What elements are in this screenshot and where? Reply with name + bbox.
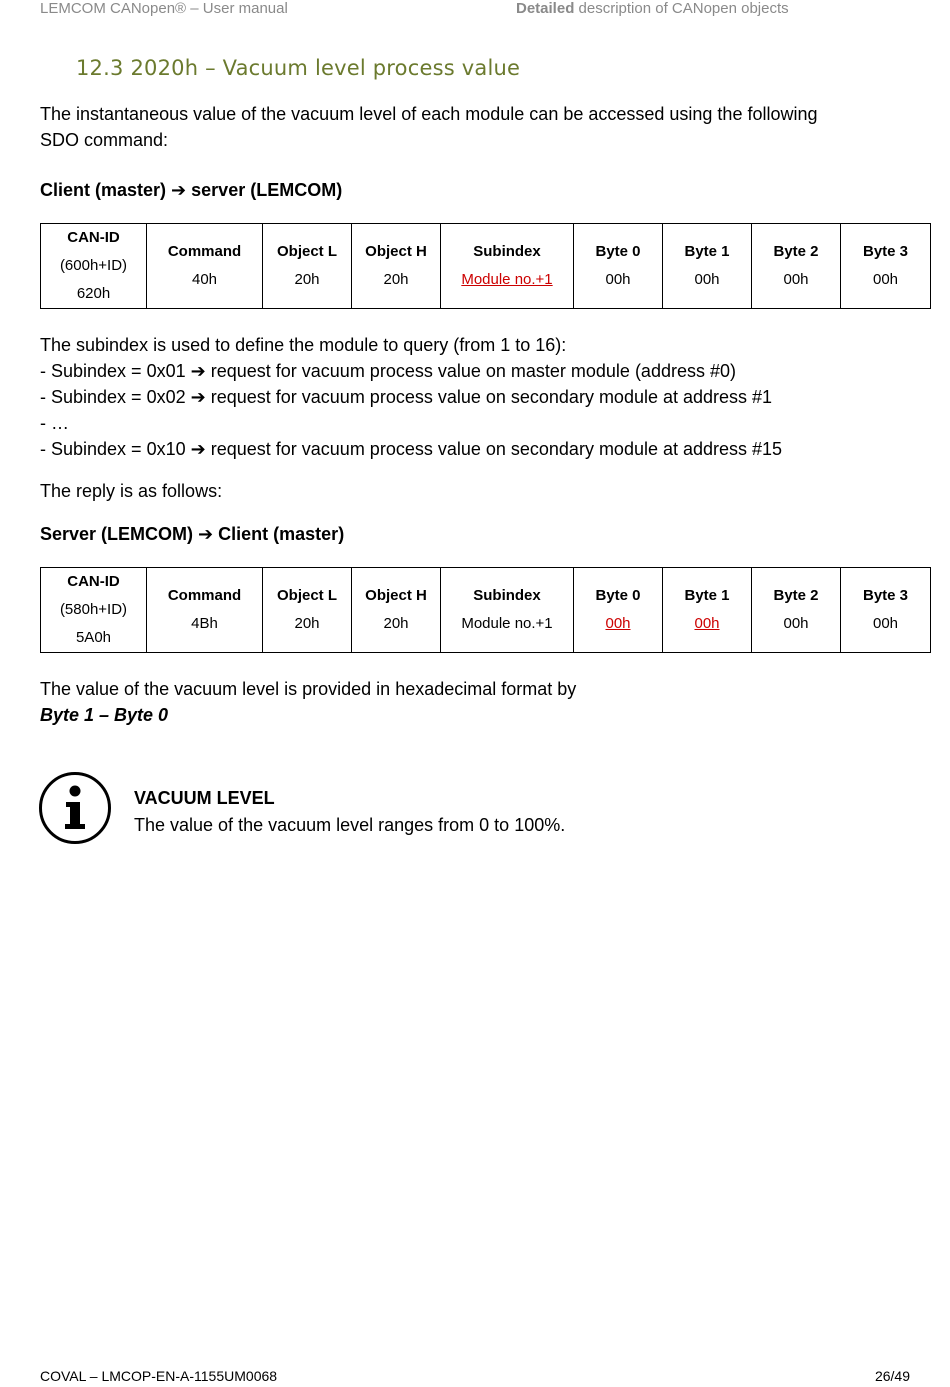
byte-2-cell: [752, 224, 841, 309]
section-number: 12.3: [76, 56, 124, 80]
request-from: Client (master): [40, 180, 167, 200]
object-h-cell: [352, 568, 441, 653]
column-value: 40h: [191, 271, 218, 288]
list-item-prefix: - Subindex = 0x01: [40, 361, 186, 381]
table-row: [41, 224, 931, 309]
column-header: Object H: [365, 243, 427, 260]
column-header: Byte 3: [862, 587, 909, 604]
list-item-text: request for vacuum process value on master module (address #0): [210, 361, 736, 381]
intro-line-1: The instantaneous value of the vacuum level of each module can be accessed using the following: [40, 104, 818, 124]
column-value: 00h: [872, 271, 899, 288]
column-header: Object L: [276, 243, 337, 260]
column-value: 00h: [694, 271, 720, 288]
section-title: 2020h – Vacuum level process value: [130, 56, 521, 80]
page-number: 26/49: [874, 1368, 910, 1384]
column-value: 00h: [872, 615, 899, 632]
canid-cell: [41, 568, 147, 653]
column-value: 20h: [294, 615, 320, 632]
byte-3-cell: [841, 224, 931, 309]
value-info: [40, 676, 576, 728]
arrow-right-icon: ➔: [190, 387, 206, 407]
info-icon: [38, 771, 112, 845]
column-value: 00h: [783, 615, 809, 632]
byte-1-cell: [663, 224, 752, 309]
list-item-prefix: - Subindex = 0x10: [40, 439, 186, 459]
column-value-highlighted: 00h: [605, 615, 631, 632]
subindex-info: [40, 332, 782, 462]
canid-header: CAN-ID: [67, 229, 120, 246]
value-info-line-1: The value of the vacuum level is provided in hexadecimal format by: [40, 679, 577, 699]
canid-header: CAN-ID: [67, 573, 120, 590]
byte-2-cell: [752, 568, 841, 653]
column-header: Subindex: [473, 243, 541, 260]
header-right-rest: description of CANopen objects: [574, 0, 789, 17]
list-item: [40, 361, 736, 381]
request-table: [40, 223, 931, 309]
column-value: 20h: [294, 271, 320, 288]
column-value: 4Bh: [191, 615, 218, 632]
object-l-cell: [263, 568, 352, 653]
intro-paragraph: [40, 101, 818, 153]
arrow-right-icon: ➔: [198, 524, 214, 544]
column-header: Subindex: [473, 587, 541, 604]
subindex-cell: [441, 568, 574, 653]
column-header: Command: [167, 587, 242, 604]
canid-value: 5A0h: [75, 629, 112, 646]
list-item-text: request for vacuum process value on secondary module at address #1: [210, 387, 773, 407]
column-header: Object L: [276, 587, 337, 604]
subindex-cell: [441, 224, 574, 309]
footer-left: COVAL – LMCOP-EN-A-1155UM0068: [40, 1368, 278, 1384]
column-value: 20h: [383, 271, 409, 288]
list-item: [40, 439, 782, 459]
table-row: [41, 568, 931, 653]
column-value-highlighted: Module no.+1: [461, 271, 553, 288]
canid-formula: (580h+ID): [59, 601, 128, 618]
reply-intro: The reply is as follows:: [40, 481, 223, 501]
canid-value: 620h: [76, 285, 111, 302]
list-item-text: request for vacuum process value on secondary module at address #15: [210, 439, 783, 459]
column-value-highlighted: 00h: [694, 615, 720, 632]
object-h-cell: [352, 224, 441, 309]
column-value: Module no.+1: [461, 615, 553, 632]
arrow-right-icon: ➔: [190, 361, 206, 381]
note-title: VACUUM LEVEL: [134, 788, 275, 808]
column-header: Byte 1: [684, 243, 730, 260]
section-heading: [76, 56, 520, 80]
note-text: The value of the vacuum level ranges from 0 to 100%.: [134, 815, 566, 835]
arrow-right-icon: ➔: [171, 180, 187, 200]
value-info-line-2: Byte 1 – Byte 0: [40, 705, 169, 725]
column-header: Byte 2: [773, 243, 819, 260]
arrow-right-icon: ➔: [190, 439, 206, 459]
canid-formula: (600h+ID): [59, 257, 128, 274]
response-table: [40, 567, 931, 653]
column-header: Byte 0: [595, 243, 641, 260]
response-to: Client (master): [218, 524, 345, 544]
byte-1-cell: [663, 568, 752, 653]
byte-0-cell: [574, 224, 663, 309]
column-value: 20h: [383, 615, 409, 632]
header-right: [516, 0, 789, 17]
column-header: Byte 3: [862, 243, 909, 260]
byte-3-cell: [841, 568, 931, 653]
header-right-bold: Detailed: [516, 0, 575, 17]
column-header: Command: [167, 243, 242, 260]
command-cell: [147, 224, 263, 309]
column-header: Object H: [365, 587, 427, 604]
column-value: 00h: [783, 271, 809, 288]
column-value: 00h: [605, 271, 631, 288]
column-header: Byte 2: [773, 587, 819, 604]
column-header: Byte 1: [684, 587, 730, 604]
response-from: Server (LEMCOM): [40, 524, 194, 544]
byte-0-cell: [574, 568, 663, 653]
intro-line-2: SDO command:: [40, 130, 169, 150]
request-to: server (LEMCOM): [191, 180, 343, 200]
object-l-cell: [263, 224, 352, 309]
request-direction-label: [40, 177, 342, 203]
list-item: [40, 387, 772, 407]
list-item-prefix: - Subindex = 0x02: [40, 387, 186, 407]
canid-cell: [41, 224, 147, 309]
response-direction-label: [40, 521, 344, 547]
command-cell: [147, 568, 263, 653]
column-header: Byte 0: [595, 587, 641, 604]
header-left: LEMCOM CANopen® – User manual: [40, 0, 288, 17]
list-item: [40, 413, 69, 433]
subindex-intro: The subindex is used to define the module to query (from 1 to 16):: [40, 335, 567, 355]
list-item-prefix: - …: [40, 413, 69, 433]
